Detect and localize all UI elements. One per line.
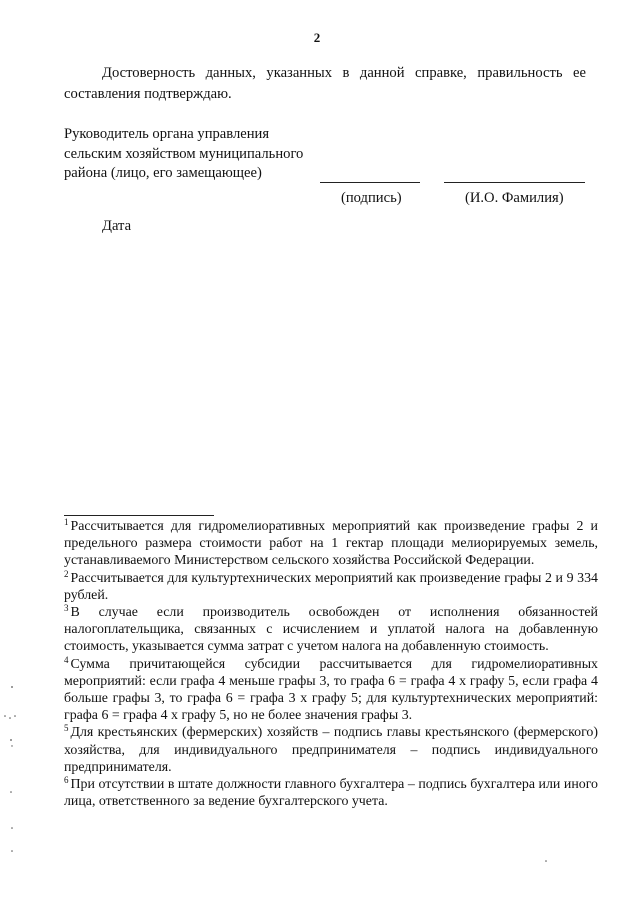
footnote-text: В случае если производитель освобожден от исполнения обязанностей налогоплательщика, связанных с исчислением и уплатой налога на добавленную стоимость, указывается сумма затрат с учетом налога на добавленную стоимость.: [64, 605, 598, 655]
footnote-mark: 4: [64, 654, 69, 665]
date-label: Дата: [102, 218, 132, 234]
footnote-mark: 2: [64, 568, 69, 579]
name-caption: (И.О. Фамилия): [465, 190, 564, 206]
footnote-text: При отсутствии в штате должности главного бухгалтера – подпись бухгалтера или иного лица, ответственного за ведение бухгалтерского учета.: [64, 777, 598, 810]
footnote-text: Сумма причитающейся субсидии рассчитывается для гидромелиоративных мероприятий: если графа 4 меньше графы 3, то графа 6 = графа 4 х графу 5, если графа 4 больше графы 3, то графа 6 = графа 3 х графу 5; для культуртехнических мероприятий: графа 6 = графа 4 х графу 5, но не более значения графы 3.: [64, 656, 598, 724]
footnote-mark: 3: [64, 603, 69, 614]
footnote-mark: 5: [64, 723, 69, 734]
footnote-text: Рассчитывается для гидромелиоративных мероприятий как произведение графы 2 и предельного размера стоимости работ на 1 гектар площади мелиорируемых земель, устанавливаемого Министерством сельского хозяйства Российской Федерации.: [64, 519, 598, 569]
signatory-title-line: Руководитель органа управления: [64, 126, 270, 142]
signatory-title-line: района (лицо, его замещающее): [64, 165, 262, 181]
footnote-mark: 1: [64, 517, 69, 527]
footnote-text: Рассчитывается для культуртехнических мероприятий как произведение графы 2 и 9 334 рублей.: [64, 570, 598, 603]
page-number: 2: [313, 30, 321, 45]
certification-statement: Достоверность данных, указанных в данной справке, правильность ее составления подтверждаю.: [64, 65, 586, 102]
signature-caption: (подпись): [341, 190, 402, 206]
footnote-text: Для крестьянских (фермерских) хозяйств – подпись главы крестьянского (фермерского) хозяйства, для индивидуального предпринимателя – подпись индивидуального предпринимателя.: [64, 725, 598, 775]
footnote-mark: 6: [64, 775, 69, 786]
signatory-title-line: сельским хозяйством муниципального: [64, 145, 304, 162]
